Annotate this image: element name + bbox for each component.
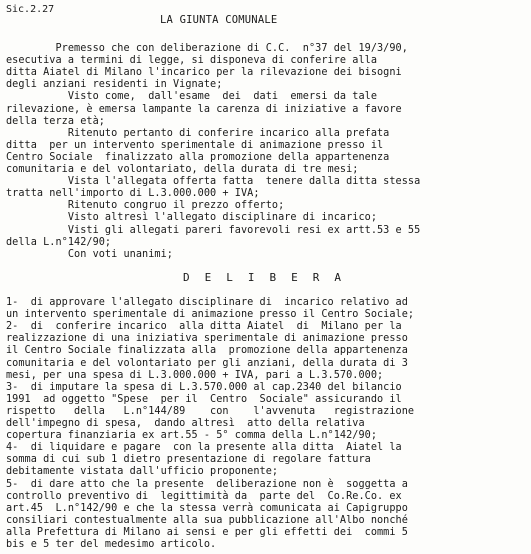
text-line: bis e 5 ter del medesimo articolo. bbox=[6, 539, 217, 550]
text-line: esecutiva a termini di legge, si disponeva di conferire alla bbox=[6, 55, 378, 67]
text-line: Visti gli allegati pareri favorevoli resi ex artt.53 e 55 bbox=[6, 224, 421, 236]
text-line: rispetto della L.n°144/89 con l'avvenuta registrazione bbox=[6, 405, 415, 417]
text-line: consiliari contestualmente alla sua pubblicazione all'Albo nonché bbox=[6, 514, 408, 526]
text-line: mesi, per una spesa di L.3.000.000 + IVA, pari a L.3.570.000; bbox=[6, 369, 384, 381]
text-line: della L.n°142/90; bbox=[6, 236, 112, 248]
text-line: alla Prefettura di Milano ai sensi e per gli effetti dei commi 5 bbox=[6, 526, 408, 538]
document-title: LA GIUNTA COMUNALE bbox=[160, 14, 278, 26]
text-line: degli anziani residenti in Vignate; bbox=[6, 79, 223, 91]
text-line: un intervento sperimentale di animazione presso il Centro Sociale; bbox=[6, 309, 415, 321]
text-line: art.45 L.n°142/90 e che la stessa verrà comunicata ai Capigruppo bbox=[6, 502, 408, 514]
text-line: ditta per un intervento sperimentale di animazione presso il bbox=[6, 139, 384, 151]
text-line: Centro Sociale finalizzato alla promozione della appartenenza bbox=[6, 151, 390, 163]
text-line: dell'impegno di spesa, dando altresì atto della relativa bbox=[6, 418, 365, 429]
text-line: 1991 ad oggetto "Spese per il Centro Sociale" assicurando il bbox=[6, 393, 402, 405]
text-line: comunitaria e del volontariato per gli anziani, della durata di 3 bbox=[6, 357, 408, 369]
delibera-heading: DELIBERA bbox=[183, 271, 356, 284]
text-line: Premesso che con deliberazione di C.C. n°37 del 19/3/90, bbox=[6, 43, 408, 54]
text-line: Ritenuto pertanto di conferire incarico alla prefata bbox=[6, 127, 390, 139]
text-line: copertura finanziaria ex art.55 - 5° comma della L.n°142/90; bbox=[6, 430, 378, 442]
text-line: Visto altresì l'allegato disciplinare di incarico; bbox=[6, 212, 378, 224]
text-line: rilevazione, è emersa lampante la carenza di iniziative a favore bbox=[6, 103, 402, 115]
text-line: il Centro Sociale finalizzata alla promozione della appartenenza bbox=[6, 345, 408, 357]
text-line: realizzazione di una iniziativa sperimentale di animazione presso bbox=[6, 333, 408, 345]
text-line: Visto come, dall'esame dei dati emersi da tale bbox=[6, 91, 378, 103]
text-line: debitamente vistata dall'ufficio proponente; bbox=[6, 466, 279, 478]
text-line: 4- di liquidare e pagare con la presente alla ditta Aiatel la bbox=[6, 442, 402, 454]
text-line: 2- di conferire incarico alla ditta Aiatel di Milano per la bbox=[6, 321, 402, 333]
text-line: tratta nell'importo di L.3.000.000 + IVA; bbox=[6, 188, 260, 200]
text-line: 5- di dare atto che la presente deliberazione non è soggetta a bbox=[6, 478, 408, 490]
text-line: 1- di approvare l'allegato disciplinare di incarico relativo ad bbox=[6, 297, 408, 308]
text-line: ditta Aiatel di Milano l'incarico per la rilevazione dei bisogni bbox=[6, 67, 402, 79]
text-line: 3- di imputare la spesa di L.3.570.000 al cap.2340 del bilancio bbox=[6, 381, 402, 393]
text-line: controllo preventivo di legittimità da parte del Co.Re.Co. ex bbox=[6, 490, 402, 502]
text-line: comunitaria e del volontariato, della durata di tre mesi; bbox=[6, 164, 359, 175]
document-reference: Sic.2.27 bbox=[6, 4, 55, 15]
text-line: Vista l'allegata offerta fatta tenere dalla ditta stessa bbox=[6, 176, 421, 188]
text-line: della terza età; bbox=[6, 115, 105, 127]
text-line: Ritenuto congruo il prezzo offerto; bbox=[6, 200, 285, 212]
text-line: Con voti unanimi; bbox=[6, 248, 173, 260]
text-line: somma di cui sub 1 dietro presentazione di regolare fattura bbox=[6, 454, 371, 466]
